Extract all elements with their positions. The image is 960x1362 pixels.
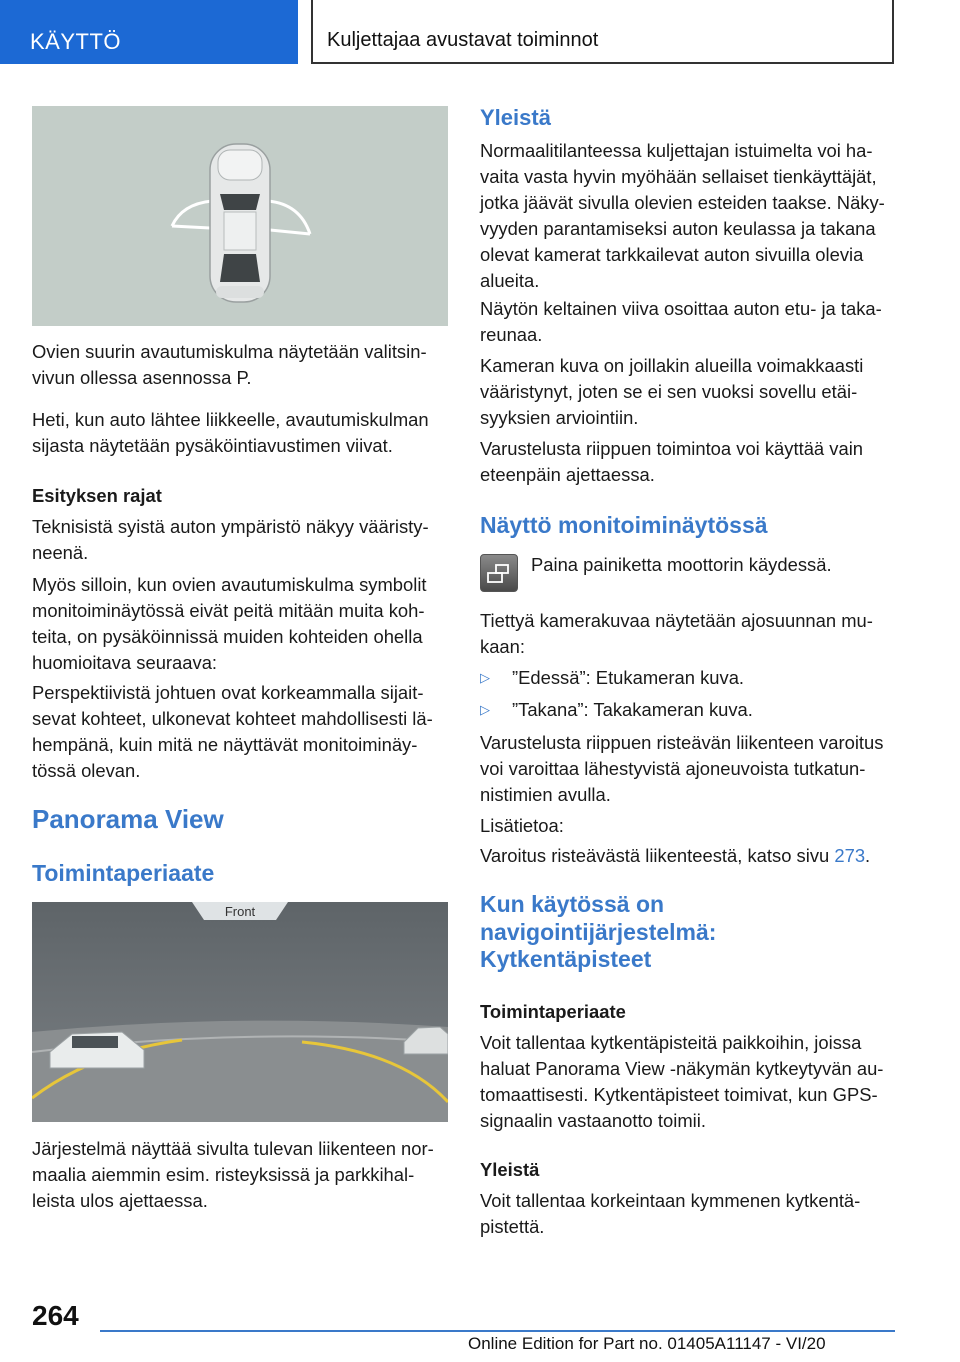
- heading-text: Näyttö monitoiminäytössä: [480, 512, 768, 538]
- paragraph: [480, 296, 900, 348]
- text-line: Kameran kuva on joillakin alueilla voimakkaasti: [480, 355, 864, 376]
- limits-heading: [32, 483, 162, 509]
- text-line: Paina painiketta moottorin käydessä.: [531, 554, 832, 575]
- text-line: eteenpäin ajettaessa.: [480, 464, 655, 485]
- text-line: syyksien arviointiin.: [480, 407, 639, 428]
- text-line: vyyden parantamiseksi auton keulassa ja takana: [480, 218, 876, 239]
- text-line: hempänä, kuin mitä ne näyttävät monitoiminäy-: [32, 734, 418, 755]
- chapter-title: Kuljettajaa avustavat toiminnot: [327, 29, 599, 51]
- car-topview-illustration: [32, 106, 448, 326]
- text-line: kaan:: [480, 636, 525, 657]
- list-item-text: ”Edessä”: Etukameran kuva.: [512, 667, 745, 688]
- text-line: huomioitava seuraava:: [32, 652, 218, 673]
- text-line: vaita vasta hyvin myöhään sellaiset tienkäyttäjät,: [480, 166, 877, 187]
- text-line: sevat kohteet, ulkonevat kohteet mahdollisesti lä-: [32, 708, 433, 729]
- paragraph: [480, 1188, 900, 1240]
- text-line: tössä olevan.: [32, 760, 141, 781]
- text-line: reunaa.: [480, 324, 543, 345]
- text-line: Heti, kun auto lähtee liikkeelle, avautumiskulman: [32, 409, 429, 430]
- page-number: 264: [32, 1300, 79, 1331]
- door-angle-figure: [32, 106, 448, 326]
- heading-text: Toimintaperiaate: [480, 1001, 626, 1022]
- text-line: Normaalitilanteessa kuljettajan istuimelta voi ha-: [480, 140, 873, 161]
- triangle-bullet-icon: ▷: [480, 670, 490, 685]
- footer-divider: [100, 1330, 895, 1332]
- chapter-title-box: [311, 0, 894, 64]
- text-line: Voit tallentaa korkeintaan kymmenen kytkentä-: [480, 1190, 861, 1211]
- nav-heading: [480, 891, 900, 974]
- paragraph: [480, 813, 900, 839]
- text-line: tomaattisesti. Kytkentäpisteet toimivat, kun GPS-: [480, 1084, 878, 1105]
- section-label: KÄYTTÖ: [30, 29, 122, 54]
- principle-subheading: [480, 999, 626, 1025]
- more-info-label: Lisätietoa:: [480, 815, 564, 836]
- paragraph: [480, 730, 900, 808]
- front-label: Front: [224, 904, 256, 919]
- text-line: Myös silloin, kun ovien avautumiskulma symbolit: [32, 574, 427, 595]
- page-link[interactable]: 273: [834, 845, 866, 866]
- panorama-camera-illustration: [32, 902, 448, 1122]
- text-line: teita, on pysäköinnissä muiden kohteiden ohella: [32, 626, 423, 647]
- figure2-caption: [32, 1136, 452, 1214]
- heading-text: Yleistä: [480, 105, 551, 130]
- heading-line: Kytkentäpisteet: [480, 946, 652, 972]
- heading-text: Panorama View: [32, 804, 224, 834]
- text-line: Perspektiivistä johtuen ovat korkeammalla sijait-: [32, 682, 424, 703]
- paragraph: [32, 407, 452, 459]
- text-line: Varustelusta riippuen risteävän liikenteen varoitus: [480, 732, 884, 753]
- section-tab: [0, 0, 298, 64]
- panorama-heading: [32, 803, 224, 835]
- text-line: Näytön keltainen viiva osoittaa auton etu- ja taka-: [480, 298, 882, 319]
- text-line: jotka jäävät sivulla olevien esteiden taakse. Näky-: [480, 192, 885, 213]
- text-line: Voit tallentaa kytkentäpisteitä paikkoihin, joissa: [480, 1032, 862, 1053]
- button-instruction: [531, 552, 901, 578]
- text-line: maalia aiemmin esim. risteyksissä ja parkkihal-: [32, 1164, 415, 1185]
- paragraph: [32, 572, 452, 676]
- text-line: neenä.: [32, 542, 89, 563]
- paragraph: [480, 436, 900, 488]
- camera-button-icon: [480, 554, 518, 592]
- paragraph: [480, 138, 900, 294]
- text-line: vääristynyt, joten se ei sen vuoksi sovellu etäi-: [480, 381, 858, 402]
- text-line: olevat kamerat tarkkailevat auton sivuilla olevia: [480, 244, 864, 265]
- text-line: nistimien avulla.: [480, 784, 611, 805]
- text-line: voi varoittaa lähestyvistä ajoneuvoista tutkatun-: [480, 758, 866, 779]
- text-line: vivun ollessa asennossa P.: [32, 367, 252, 388]
- text-line: Järjestelmä näyttää sivulta tulevan liikenteen nor-: [32, 1138, 434, 1159]
- text-line: Teknisistä syistä auton ympäristö näkyy vääristy-: [32, 516, 429, 537]
- general-subheading: [480, 1157, 539, 1183]
- text-line: alueita.: [480, 270, 540, 291]
- text-line: pistettä.: [480, 1216, 545, 1237]
- text-line: haluat Panorama View -näkymän kytkeytyvän au-: [480, 1058, 884, 1079]
- heading-line: Kun käytössä on: [480, 891, 665, 917]
- xref-end: .: [865, 845, 871, 866]
- general-heading: [480, 104, 551, 132]
- text-line: sijasta näytetään pysäköintiavustimen viivat.: [32, 435, 393, 456]
- heading-text: Yleistä: [480, 1159, 540, 1180]
- list-item: [480, 697, 900, 723]
- display-heading: [480, 510, 768, 540]
- panorama-view-figure: [32, 902, 448, 1122]
- heading-text: Esityksen rajat: [32, 485, 162, 506]
- text-line: monitoiminäytössä eivät peitä mitään muita koh-: [32, 600, 425, 621]
- xref-text: Varoitus risteävästä liikenteestä, katso sivu: [480, 845, 835, 866]
- paragraph: [32, 680, 452, 784]
- text-line: leista ulos ajettaessa.: [32, 1190, 208, 1211]
- text-line: signaalin vastaanotto toimii.: [480, 1110, 706, 1131]
- list-item-text: ”Takana”: Takakameran kuva.: [512, 699, 753, 720]
- paragraph: [480, 608, 900, 660]
- list-item: [480, 665, 900, 691]
- paragraph: [480, 353, 900, 431]
- camera-view-icon: [481, 555, 516, 590]
- triangle-bullet-icon: ▷: [480, 702, 490, 717]
- edition-text: Online Edition for Part no. 01405A11147 - VI/20: [468, 1334, 826, 1353]
- figure1-caption: [32, 339, 452, 391]
- heading-line: navigointijärjestelmä:: [480, 918, 717, 945]
- paragraph: [480, 1030, 900, 1134]
- text-line: Ovien suurin avautumiskulma näytetään valitsin-: [32, 341, 427, 362]
- text-line: Varustelusta riippuen toimintoa voi käyttää vain: [480, 438, 864, 459]
- paragraph: [32, 514, 452, 566]
- principle-heading: [32, 858, 214, 888]
- text-line: Tiettyä kamerakuvaa näytetään ajosuunnan mu-: [480, 610, 873, 631]
- cross-reference: [480, 843, 900, 869]
- heading-text: Toimintaperiaate: [32, 860, 215, 886]
